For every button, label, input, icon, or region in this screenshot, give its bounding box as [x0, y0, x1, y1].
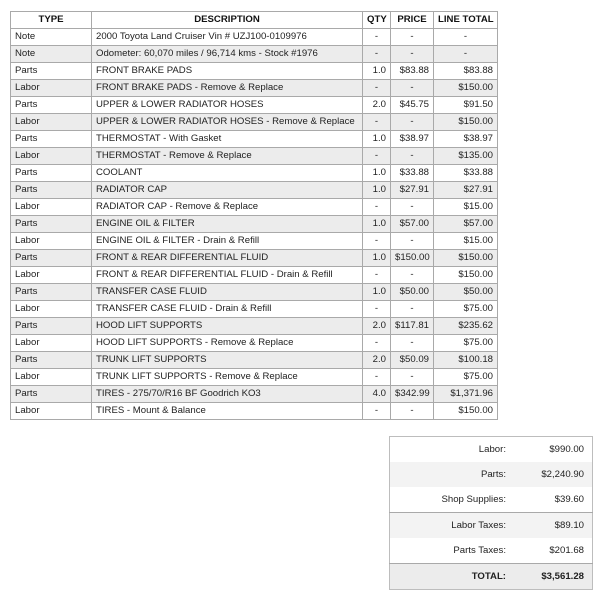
table-row [11, 131, 498, 148]
cell-type: Note [11, 29, 92, 46]
cell-type: Labor [11, 233, 92, 250]
cell-description: TRANSFER CASE FLUID [92, 284, 363, 301]
cell-description: UPPER & LOWER RADIATOR HOSES - Remove & Replace [92, 114, 363, 131]
table-row [11, 335, 498, 352]
cell-description: THERMOSTAT - Remove & Replace [92, 148, 363, 165]
totals-value: $201.68 [549, 545, 584, 556]
cell-line-total: $15.00 [434, 199, 498, 216]
header-description: DESCRIPTION [92, 12, 363, 29]
cell-type: Labor [11, 301, 92, 318]
cell-line-total: $57.00 [434, 216, 498, 233]
cell-price: $83.88 [391, 63, 434, 80]
cell-type: Parts [11, 97, 92, 114]
grand-total-value: $3,561.28 [506, 564, 593, 590]
cell-qty: 2.0 [363, 318, 391, 335]
table-row [11, 199, 498, 216]
cell-type: Parts [11, 165, 92, 182]
cell-type: Parts [11, 216, 92, 233]
cell-line-total: $75.00 [434, 369, 498, 386]
cell-qty: - [363, 335, 391, 352]
cell-price: $50.09 [391, 352, 434, 369]
cell-price: $57.00 [391, 216, 434, 233]
header-price: PRICE [391, 12, 434, 29]
cell-type: Parts [11, 182, 92, 199]
cell-line-total: $15.00 [434, 233, 498, 250]
cell-type: Labor [11, 369, 92, 386]
cell-line-total: $235.62 [434, 318, 498, 335]
cell-type: Parts [11, 352, 92, 369]
header-type: TYPE [11, 12, 92, 29]
cell-price: - [391, 199, 434, 216]
header-line-total: LINE TOTAL [434, 12, 498, 29]
cell-price: - [391, 29, 434, 46]
cell-type: Parts [11, 284, 92, 301]
cell-qty: - [363, 267, 391, 284]
totals-row-parts-taxes [390, 538, 593, 564]
cell-qty: 1.0 [363, 131, 391, 148]
table-row [11, 165, 498, 182]
cell-price: $27.91 [391, 182, 434, 199]
cell-line-total: $1,371.96 [434, 386, 498, 403]
cell-line-total: $38.97 [434, 131, 498, 148]
cell-type: Parts [11, 131, 92, 148]
table-row [11, 29, 498, 46]
table-row [11, 284, 498, 301]
cell-type: Parts [11, 318, 92, 335]
cell-price: $38.97 [391, 131, 434, 148]
cell-qty: 1.0 [363, 250, 391, 267]
cell-qty: 1.0 [363, 63, 391, 80]
totals-label: Labor: [478, 444, 506, 455]
cell-price: $342.99 [391, 386, 434, 403]
cell-line-total: $75.00 [434, 301, 498, 318]
table-row [11, 369, 498, 386]
cell-description: HOOD LIFT SUPPORTS - Remove & Replace [92, 335, 363, 352]
totals-row-labor [390, 437, 593, 463]
cell-qty: - [363, 29, 391, 46]
cell-description: COOLANT [92, 165, 363, 182]
cell-type: Labor [11, 80, 92, 97]
totals-label: Shop Supplies: [441, 494, 506, 505]
totals-value: $39.60 [554, 494, 584, 505]
cell-description: TRUNK LIFT SUPPORTS [92, 352, 363, 369]
totals-value: $990.00 [549, 444, 584, 455]
cell-price: $50.00 [391, 284, 434, 301]
table-row [11, 233, 498, 250]
table-row [11, 267, 498, 284]
cell-qty: 1.0 [363, 216, 391, 233]
invoice-line-items-table [10, 11, 498, 420]
table-row [11, 216, 498, 233]
cell-description: ENGINE OIL & FILTER - Drain & Refill [92, 233, 363, 250]
cell-description: FRONT & REAR DIFFERENTIAL FLUID [92, 250, 363, 267]
cell-description: FRONT BRAKE PADS - Remove & Replace [92, 80, 363, 97]
cell-line-total: $150.00 [434, 250, 498, 267]
cell-description: ENGINE OIL & FILTER [92, 216, 363, 233]
cell-description: TIRES - Mount & Balance [92, 403, 363, 420]
table-row [11, 352, 498, 369]
totals-value: $2,240.90 [506, 462, 593, 487]
table-row [11, 63, 498, 80]
cell-line-total: $75.00 [434, 335, 498, 352]
cell-line-total: $135.00 [434, 148, 498, 165]
cell-qty: - [363, 80, 391, 97]
table-row [11, 114, 498, 131]
table-row [11, 182, 498, 199]
cell-qty: - [363, 148, 391, 165]
cell-price: - [391, 335, 434, 352]
cell-qty: - [363, 46, 391, 63]
cell-price: - [391, 403, 434, 420]
cell-type: Labor [11, 114, 92, 131]
cell-type: Note [11, 46, 92, 63]
cell-price: - [391, 267, 434, 284]
cell-price: - [391, 301, 434, 318]
table-row [11, 250, 498, 267]
table-row [11, 80, 498, 97]
cell-description: UPPER & LOWER RADIATOR HOSES [92, 97, 363, 114]
totals-row-labor-taxes [390, 513, 593, 539]
cell-qty: 1.0 [363, 165, 391, 182]
cell-description: TIRES - 275/70/R16 BF Goodrich KO3 [92, 386, 363, 403]
cell-line-total: $83.88 [434, 63, 498, 80]
cell-description: Odometer: 60,070 miles / 96,714 kms - Stock #1976 [92, 46, 363, 63]
cell-price: - [391, 148, 434, 165]
totals-value: $89.10 [506, 513, 593, 539]
cell-type: Parts [11, 386, 92, 403]
cell-description: THERMOSTAT - With Gasket [92, 131, 363, 148]
cell-price: - [391, 80, 434, 97]
cell-description: TRANSFER CASE FLUID - Drain & Refill [92, 301, 363, 318]
table-row [11, 148, 498, 165]
cell-qty: 1.0 [363, 284, 391, 301]
cell-qty: - [363, 199, 391, 216]
cell-description: FRONT BRAKE PADS [92, 63, 363, 80]
cell-qty: - [363, 301, 391, 318]
cell-description: 2000 Toyota Land Cruiser Vin # UZJ100-0109976 [92, 29, 363, 46]
cell-price: - [391, 46, 434, 63]
cell-line-total: $100.18 [434, 352, 498, 369]
cell-qty: - [363, 403, 391, 420]
cell-description: HOOD LIFT SUPPORTS [92, 318, 363, 335]
cell-type: Labor [11, 199, 92, 216]
cell-description: FRONT & REAR DIFFERENTIAL FLUID - Drain & Refill [92, 267, 363, 284]
cell-line-total: - [434, 29, 498, 46]
cell-qty: - [363, 233, 391, 250]
totals-label: Parts: [390, 462, 507, 487]
cell-type: Parts [11, 250, 92, 267]
cell-line-total: $150.00 [434, 403, 498, 420]
cell-line-total: $33.88 [434, 165, 498, 182]
cell-description: RADIATOR CAP - Remove & Replace [92, 199, 363, 216]
table-row [11, 46, 498, 63]
cell-description: RADIATOR CAP [92, 182, 363, 199]
header-qty: QTY [363, 12, 391, 29]
cell-price: - [391, 369, 434, 386]
cell-type: Labor [11, 403, 92, 420]
table-row [11, 386, 498, 403]
table-row [11, 301, 498, 318]
cell-type: Labor [11, 267, 92, 284]
totals-row-parts [390, 462, 593, 487]
cell-type: Labor [11, 148, 92, 165]
grand-total-label: TOTAL: [390, 564, 507, 590]
totals-label: Labor Taxes: [390, 513, 507, 539]
cell-price: $117.81 [391, 318, 434, 335]
cell-line-total: - [434, 46, 498, 63]
invoice-totals-summary [389, 436, 593, 590]
cell-price: $45.75 [391, 97, 434, 114]
cell-qty: - [363, 114, 391, 131]
cell-line-total: $150.00 [434, 114, 498, 131]
cell-price: $33.88 [391, 165, 434, 182]
cell-qty: 2.0 [363, 97, 391, 114]
cell-qty: 1.0 [363, 182, 391, 199]
cell-qty: - [363, 369, 391, 386]
totals-row-grand-total [390, 564, 593, 590]
cell-type: Labor [11, 335, 92, 352]
cell-line-total: $50.00 [434, 284, 498, 301]
table-header-row [11, 12, 498, 29]
cell-line-total: $27.91 [434, 182, 498, 199]
cell-line-total: $150.00 [434, 80, 498, 97]
cell-price: - [391, 233, 434, 250]
totals-label: Parts Taxes: [453, 545, 506, 556]
cell-line-total: $91.50 [434, 97, 498, 114]
cell-description: TRUNK LIFT SUPPORTS - Remove & Replace [92, 369, 363, 386]
cell-qty: 2.0 [363, 352, 391, 369]
cell-line-total: $150.00 [434, 267, 498, 284]
cell-type: Parts [11, 63, 92, 80]
table-row [11, 403, 498, 420]
cell-price: - [391, 114, 434, 131]
cell-qty: 4.0 [363, 386, 391, 403]
table-row [11, 97, 498, 114]
table-row [11, 318, 498, 335]
cell-price: $150.00 [391, 250, 434, 267]
totals-row-shop-supplies [390, 487, 593, 513]
